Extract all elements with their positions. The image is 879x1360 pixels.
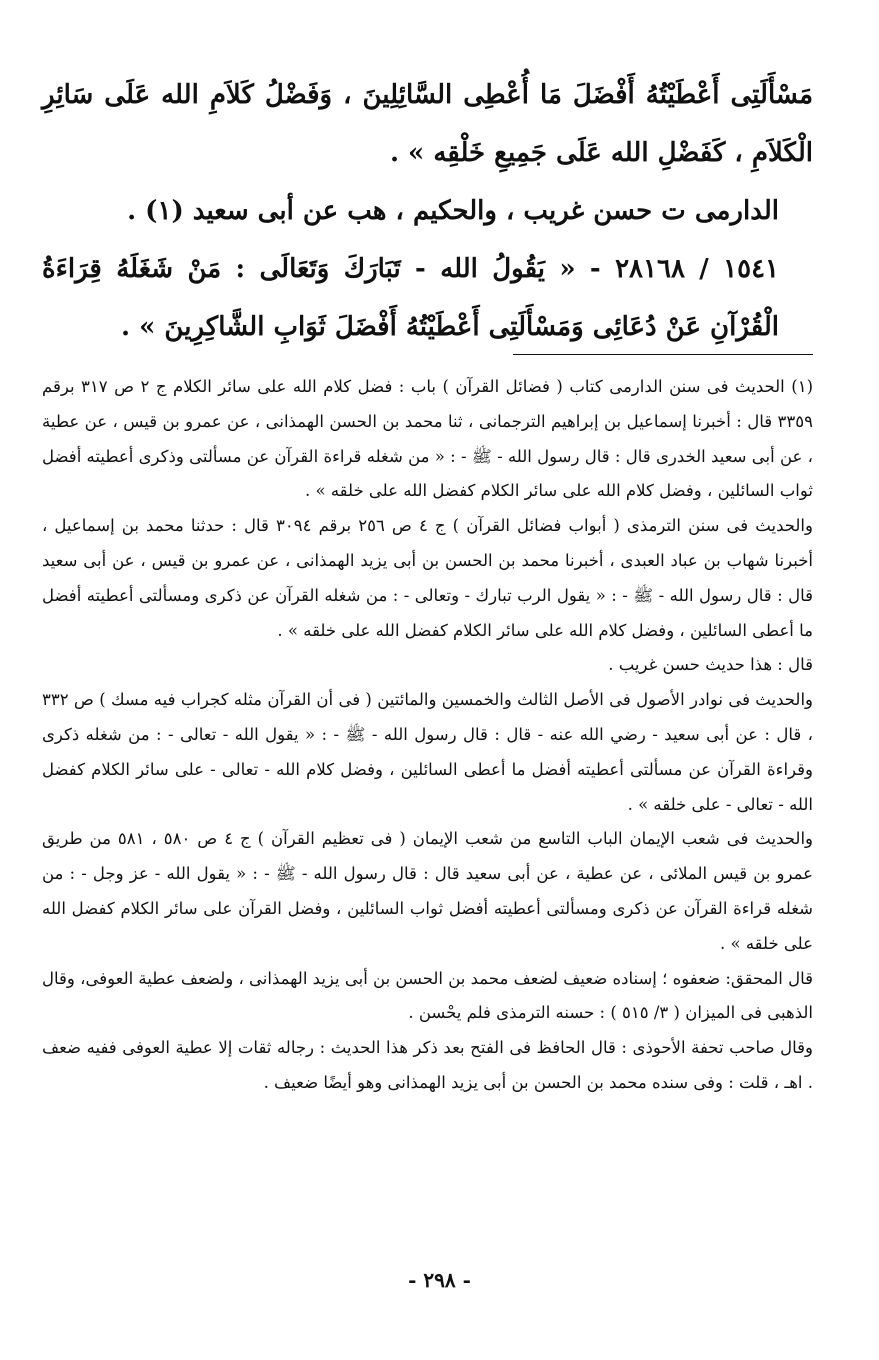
footnote-muhaqqiq: قال المحقق: ضعفوه ؛ إسناده ضعيف لضعف محمد بن الحسن بن أبى يزيد الهمذانى ، ولضعف عطية العوفى، وقال الذهبى فى الميزان ( ٣/ ٥١٥ ) : حسنه الترمذى فلم يحْسن . [42, 968, 813, 1023]
footnotes [42, 370, 813, 1101]
hadith-continuation: مَسْأَلَتِى أَعْطَيْتُهُ أَفْضَلَ مَا أُعْطِى السَّائِلِينَ ، وَفَضْلُ كَلاَمِ الله عَلَى سَائِرِ الْكَلاَمِ ، كَفَضْلِ الله عَلَى جَمِيعِ خَلْقِه » . [42, 80, 813, 168]
footnote-darimi: (١) الحديث فى سنن الدارمى كتاب ( فضائل القرآن ) باب : فضل كلام الله على سائر الكلام ج ٢ ص ٣١٧ برقم ٣٣٥٩ قال : أخبرنا إسماعيل بن إبراهيم الترجمانى ، ثنا محمد بن الحسن الهمذانى ، عن عمرو بن قيس ، عن عطية ، عن أبى سعيد الخدرى قال : قال رسول الله - ﷺ - : « من شغله قراءة القرآن عن مسألتى وذكرى أعطيته أفضل ثواب السائلين ، وفضل كلام الله على سائر الكلام كفضل الله على خلقه » . [42, 377, 813, 501]
footnote-tuhfa: وقال صاحب تحفة الأحوذى : قال الحافظ فى الفتح بعد ذكر هذا الحديث : رجاله ثقات إلا عطية العوفى ففيه ضعف . اهـ ، قلت : وفى سنده محمد بن الحسن بن أبى يزيد الهمذانى وهو أيضًا ضعيف . [42, 1038, 813, 1092]
footnote-shuab: والحديث فى شعب الإيمان الباب التاسع من شعب الإيمان ( فى تعظيم القرآن ) ج ٤ ص ٥٨٠ ، ٥٨١ من طريق عمرو بن قيس الملائى ، عن عطية ، عن أبى سعيد قال : قال رسول الله - ﷺ - : « يقول الله - عز وجل - : من شغله قراءة القرآن عن ذكرى ومسألتى أعطيته أفضل ثواب السائلين ، وفضل القرآن على سائر الكلام كفضل الله على خلقه » . [42, 829, 813, 953]
page-number: - ٢٩٨ - [408, 1268, 471, 1292]
footnote-divider [513, 354, 813, 355]
footnote-tirmidhi-grade: قال : هذا حديث حسن غريب . [608, 655, 813, 675]
footnote-tirmidhi: والحديث فى سنن الترمذى ( أبواب فضائل القرآن ) ج ٤ ص ٢٥٦ برقم ٣٠٩٤ قال : حدثنا محمد بن إسماعيل ، أخبرنا شهاب بن عباد العبدى ، أخبرنا محمد بن الحسن بن أبى يزيد الهمذانى ، عن عمرو بن قيس ، عن أبى سعيد قال : قال رسول الله - ﷺ - : « يقول الرب تبارك - وتعالى - : من شغله القرآن عن ذكرى ومسألتى أعطيته أفضل ما أعطى السائلين ، وفضل كلام الله على سائر الكلام كفضل الله على خلقه » . [42, 516, 813, 640]
hadith-1541: ١٥٤١ / ٢٨١٦٨ - « يَقُولُ الله - تَبَارَكَ وَتَعَالَى : مَنْ شَغَلَهُ قِرَاءَةُ الْقُرْآنِ عَنْ دُعَائِى وَمَسْأَلَتِى أَعْطَيْتُهُ أَفْضَلَ ثَوَابِ الشَّاكِرِينَ » . [42, 254, 779, 342]
footnote-nawadir: والحديث فى نوادر الأصول فى الأصل الثالث والخمسين والمائتين ( فى أن القرآن مثله كجراب فيه مسك ) ص ٣٣٢ ، قال : عن أبى سعيد - رضي الله عنه - قال : قال رسول الله - ﷺ - : « يقول الله - تعالى - : من شغله ذكرى وقراءة القرآن عن مسألتى أعطيته أفضل ما أعطى السائلين ، وفضل كلام الله - تعالى - على سائر الكلام كفضل الله - تعالى - على خلقه » . [42, 690, 813, 814]
main-text [42, 66, 813, 356]
hadith-source: الدارمى ت حسن غريب ، والحكيم ، هب عن أبى سعيد (١) . [127, 196, 779, 226]
